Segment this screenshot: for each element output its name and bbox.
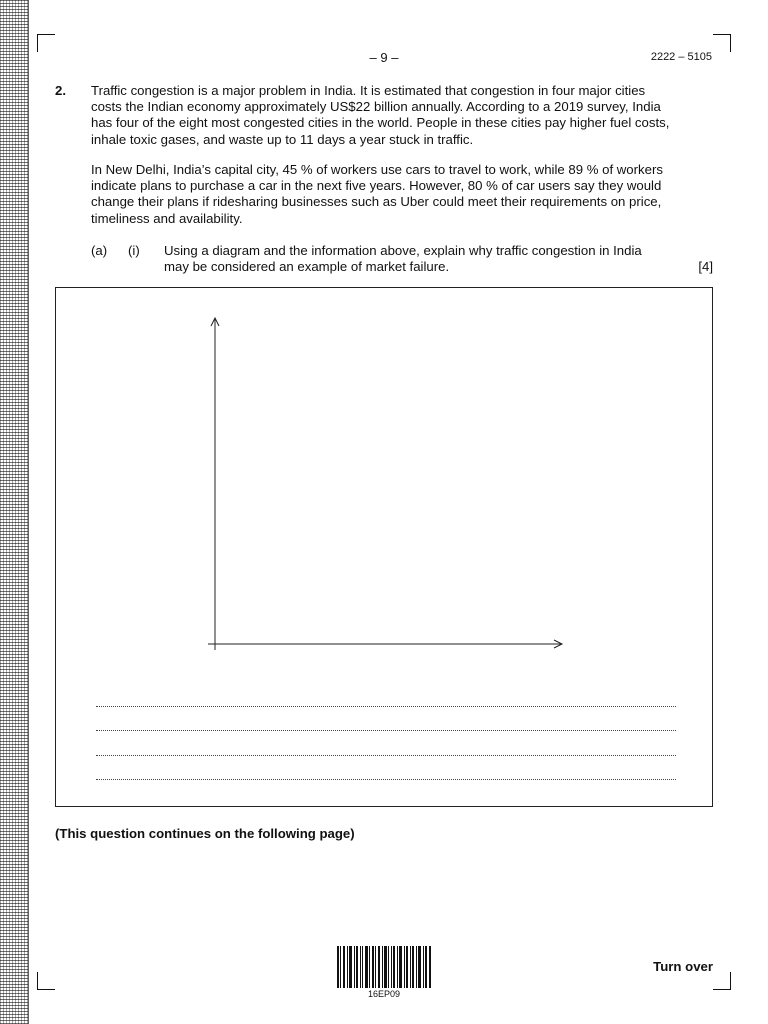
subpart-label: (i) [128, 243, 140, 258]
question-paragraph-1: Traffic congestion is a major problem in India. It is estimated that congestion in four major cities costs the Indian economy approximately US$22 billion annually. According to a 2019 survey, India has four of the eight most congested cities in the world. People in these cities pay higher fuel costs, inhale toxic gases, and waste up to 11 days a year stuck in traffic. [91, 83, 670, 147]
question-prompt: Using a diagram and the information above, explain why traffic congestion in India may be considered an example of market failure. [164, 243, 642, 275]
crop-mark-bottom-right [713, 972, 731, 990]
question-number: 2. [55, 83, 66, 98]
answer-line[interactable] [96, 706, 676, 707]
margin-strip [0, 0, 29, 1024]
answer-line[interactable] [96, 730, 676, 731]
answer-box[interactable] [55, 287, 713, 807]
marks-label: [4] [698, 259, 713, 274]
answer-line[interactable] [96, 755, 676, 756]
crop-mark-bottom-left [37, 972, 55, 990]
diagram-axes [56, 288, 712, 806]
exam-code: 2222 – 5105 [650, 51, 712, 63]
barcode-text: 16EP09 [367, 989, 401, 999]
turn-over-label: Turn over [653, 959, 713, 974]
answer-line[interactable] [96, 779, 676, 780]
continues-note: (This question continues on the following page) [55, 826, 355, 841]
page-number: – 9 – [369, 50, 399, 65]
question-paragraph-2: In New Delhi, India’s capital city, 45 % of workers use cars to travel to work, while 89 % of workers indicate plans to purchase a car in the next five years. However, 80 % of car users say they would change their plans if ridesharing businesses such as Uber could meet their requirements on price, timeliness and availability. [91, 162, 663, 226]
barcode-image [337, 946, 431, 988]
part-label: (a) [91, 243, 108, 258]
